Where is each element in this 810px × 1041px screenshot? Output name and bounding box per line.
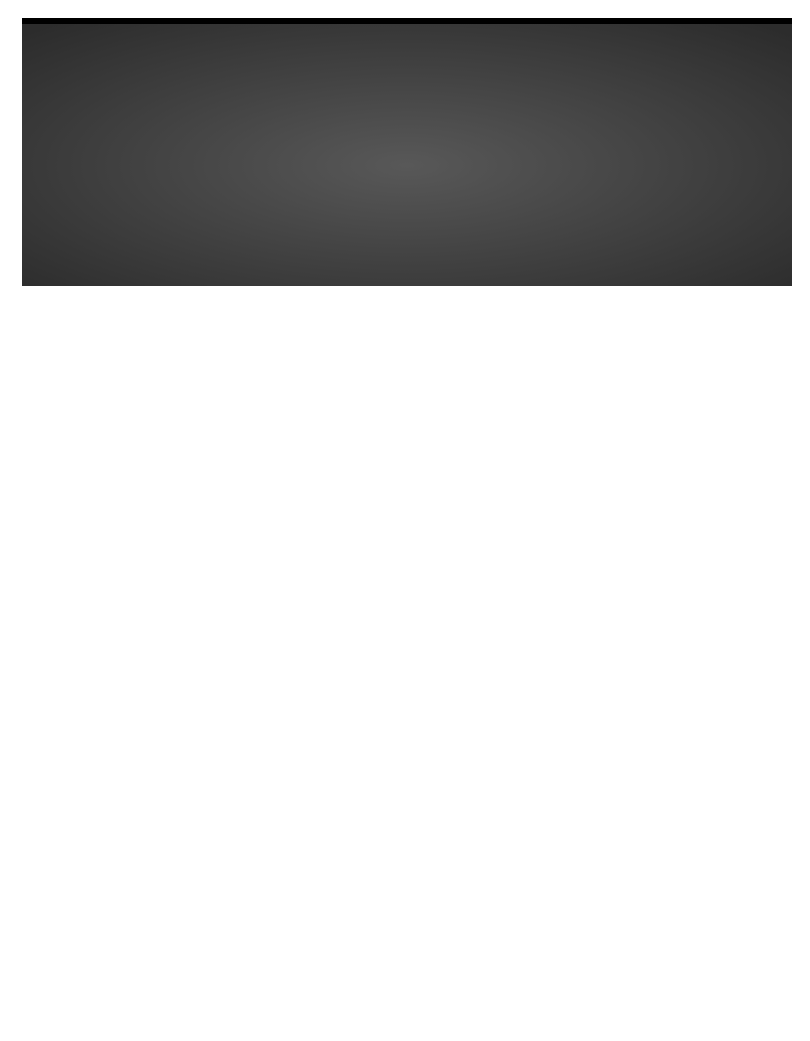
phylogenetic-tree: [250, 289, 510, 484]
gel-svg: [22, 18, 792, 286]
gel-background: [22, 18, 792, 286]
gel-top-edge: [22, 18, 792, 24]
gel-electrophoresis-image: [22, 18, 792, 286]
